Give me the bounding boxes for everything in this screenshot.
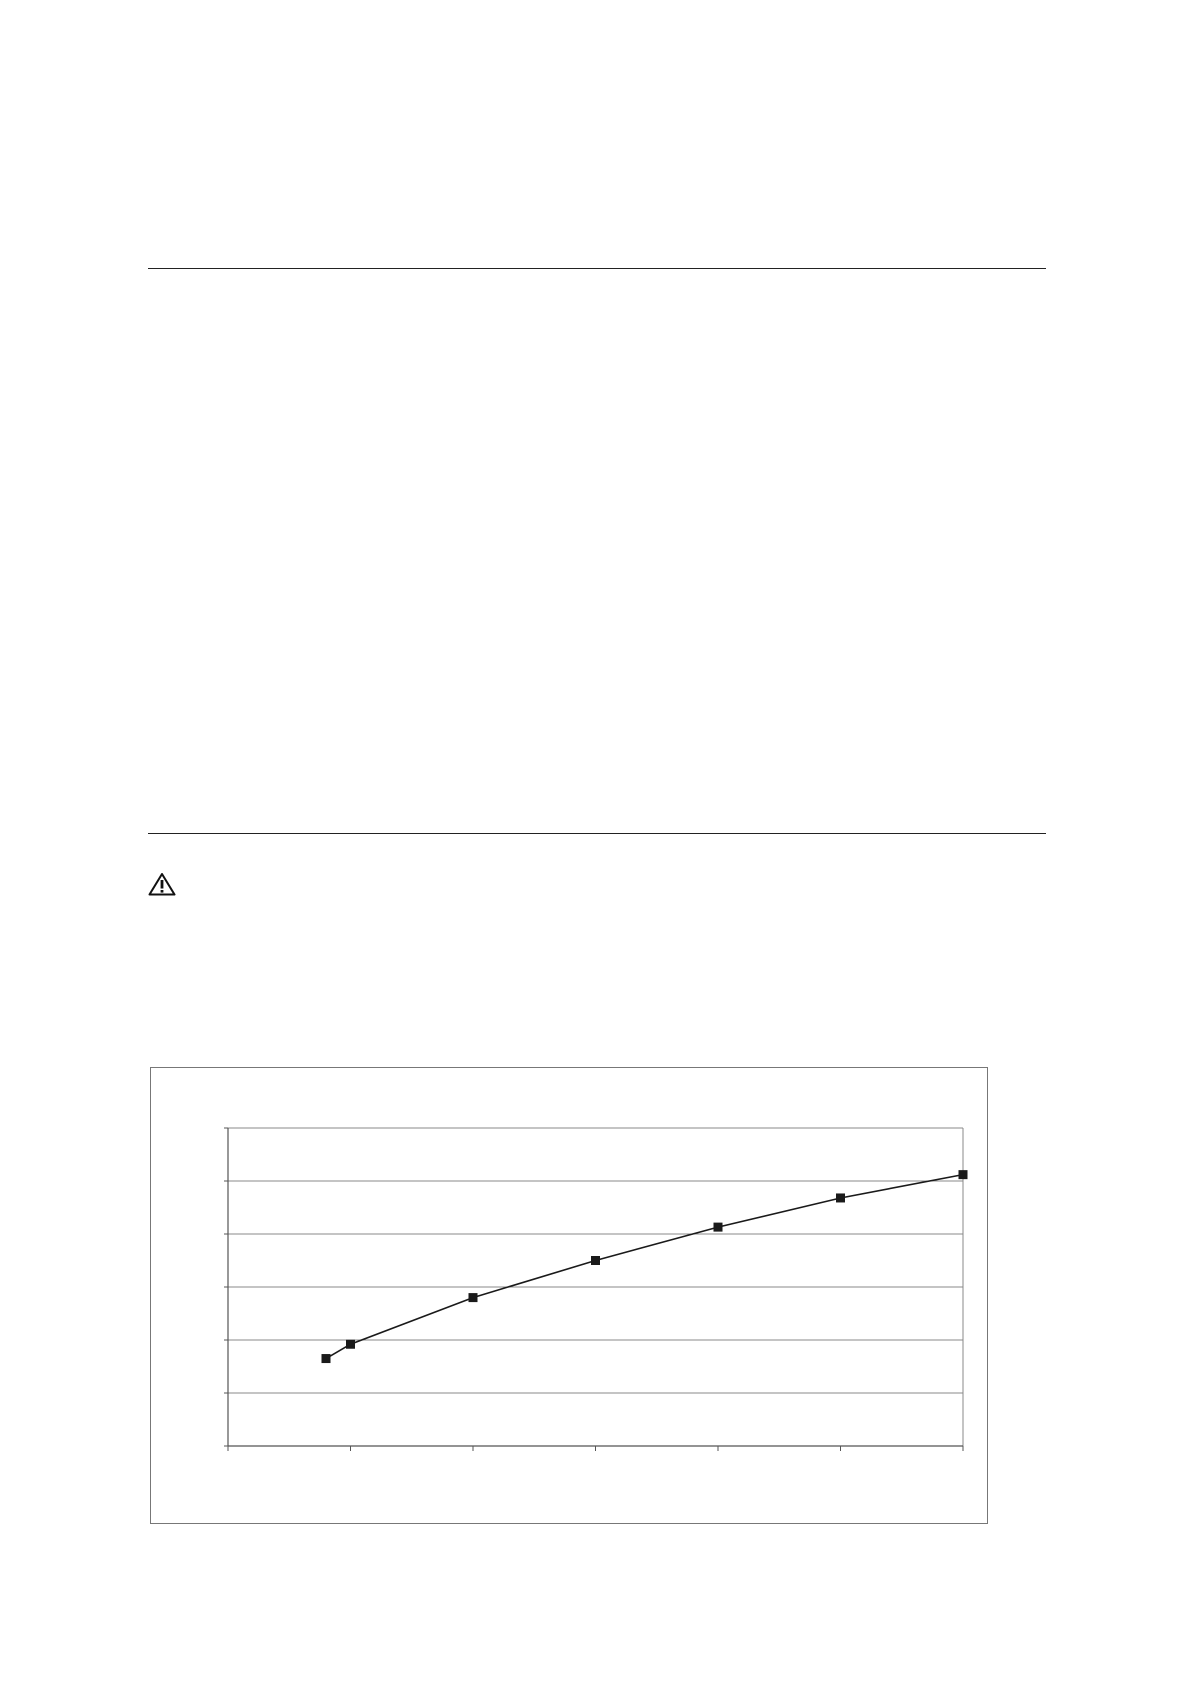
horizontal-rule-middle <box>148 833 1046 834</box>
chart-frame <box>150 1067 988 1524</box>
warning-triangle-icon <box>148 872 176 896</box>
chart-series <box>322 1170 968 1363</box>
data-point-marker <box>591 1256 600 1265</box>
series-line <box>326 1175 963 1359</box>
horizontal-rule-top <box>148 268 1046 269</box>
data-point-marker <box>959 1170 968 1179</box>
chart-grid <box>228 1128 963 1446</box>
line-chart <box>151 1068 987 1523</box>
data-point-marker <box>469 1293 478 1302</box>
data-point-marker <box>322 1354 331 1363</box>
chart-axes <box>224 1128 963 1451</box>
data-point-marker <box>346 1340 355 1349</box>
data-point-marker <box>714 1223 723 1232</box>
data-point-marker <box>836 1193 845 1202</box>
